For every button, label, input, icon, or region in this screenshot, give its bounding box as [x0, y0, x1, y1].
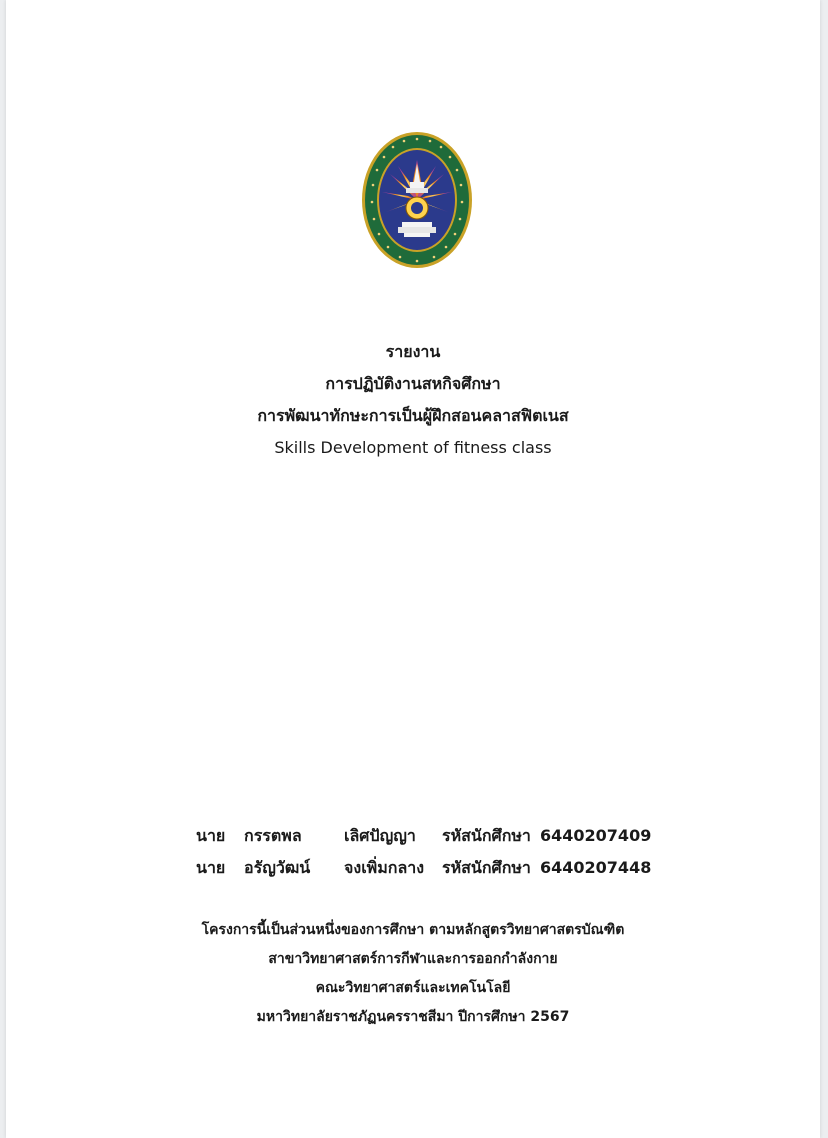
program-statement-line: โครงการนี้เป็นส่วนหนึ่งของการศึกษา ตามหลักสูตรวิทยาศาสตรบัณฑิต — [201, 922, 625, 938]
program-statement — [6, 916, 820, 1032]
author-row — [196, 820, 656, 852]
author-last-name: เลิศปัญญา — [344, 826, 416, 845]
student-id-label: รหัสนักศึกษา — [442, 858, 531, 877]
author-first-name: กรรตพล — [244, 826, 302, 845]
author-list — [196, 820, 656, 884]
university-year-line: มหาวิทยาลัยราชภัฏนครราชสีมา ปีการศึกษา 2567 — [256, 1009, 570, 1025]
department-line: สาขาวิทยาศาสตร์การกีฬาและการออกกำลังกาย — [268, 951, 558, 967]
author-prefix: นาย — [196, 826, 226, 845]
student-id: 6440207448 — [540, 858, 652, 877]
student-id-label: รหัสนักศึกษา — [442, 826, 531, 845]
report-label: รายงาน — [385, 342, 441, 361]
report-subtitle: การปฏิบัติงานสหกิจศึกษา — [325, 374, 501, 393]
report-topic-english: Skills Development of fitness class — [274, 438, 552, 457]
report-topic-thai: การพัฒนาทักษะการเป็นผู้ฝึกสอนคลาสฟิตเนส — [257, 406, 569, 425]
author-first-name: อรัญวัฒน์ — [244, 858, 311, 877]
document-page — [6, 0, 820, 1138]
student-id: 6440207409 — [540, 826, 652, 845]
university-seal-icon — [360, 130, 474, 270]
author-row — [196, 852, 656, 884]
author-prefix: นาย — [196, 858, 226, 877]
faculty-line: คณะวิทยาศาสตร์และเทคโนโลยี — [315, 980, 511, 996]
author-last-name: จงเพิ่มกลาง — [344, 858, 425, 877]
report-title-block — [6, 336, 820, 464]
